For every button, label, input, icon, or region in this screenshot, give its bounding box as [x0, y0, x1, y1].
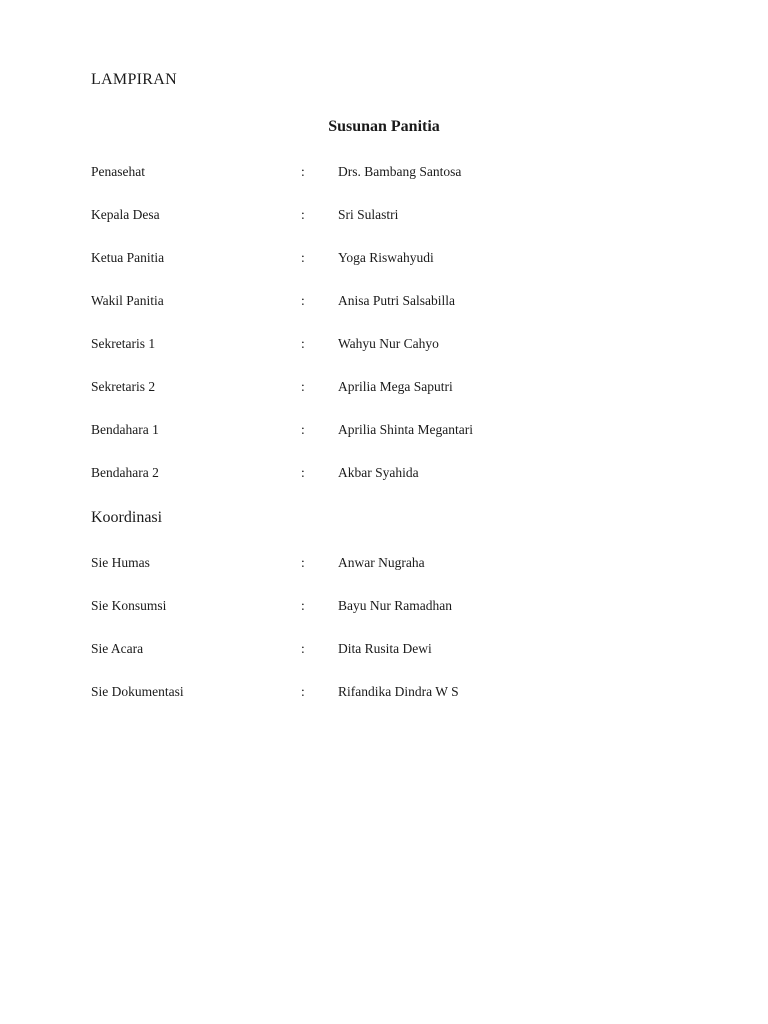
role-label: Sekretaris 2 — [91, 379, 156, 394]
committee-row — [0, 379, 768, 399]
member-name: Akbar Syahida — [338, 465, 419, 480]
committee-row — [0, 336, 768, 356]
page-title: Susunan Panitia — [328, 118, 440, 135]
role-label: Sie Humas — [91, 555, 150, 570]
coordination-row — [0, 555, 768, 575]
committee-row — [0, 250, 768, 270]
role-label: Kepala Desa — [91, 207, 160, 222]
role-label: Wakil Panitia — [91, 293, 164, 308]
separator: : — [301, 293, 305, 308]
role-label: Sie Konsumsi — [91, 598, 167, 613]
committee-row — [0, 422, 768, 442]
role-label: Sie Dokumentasi — [91, 684, 184, 699]
member-name: Aprilia Shinta Megantari — [338, 422, 473, 437]
lampiran-heading: LAMPIRAN — [91, 71, 177, 88]
separator: : — [301, 641, 305, 656]
committee-row — [0, 164, 768, 184]
member-name: Drs. Bambang Santosa — [338, 164, 462, 179]
coordination-heading: Koordinasi — [91, 509, 163, 526]
role-label: Penasehat — [91, 164, 145, 179]
coordination-row — [0, 641, 768, 661]
role-label: Sie Acara — [91, 641, 144, 656]
separator: : — [301, 555, 305, 570]
committee-row — [0, 293, 768, 313]
separator: : — [301, 465, 305, 480]
separator: : — [301, 207, 305, 222]
separator: : — [301, 250, 305, 265]
committee-row — [0, 207, 768, 227]
member-name: Sri Sulastri — [338, 207, 399, 222]
role-label: Bendahara 1 — [91, 422, 159, 437]
member-name: Anisa Putri Salsabilla — [338, 293, 455, 308]
separator: : — [301, 684, 305, 699]
separator: : — [301, 422, 305, 437]
member-name: Aprilia Mega Saputri — [338, 379, 453, 394]
separator: : — [301, 164, 305, 179]
separator: : — [301, 336, 305, 351]
role-label: Ketua Panitia — [91, 250, 165, 265]
separator: : — [301, 379, 305, 394]
coordination-row — [0, 598, 768, 618]
member-name: Wahyu Nur Cahyo — [338, 336, 439, 351]
member-name: Rifandika Dindra W S — [338, 684, 459, 699]
member-name: Yoga Riswahyudi — [338, 250, 434, 265]
role-label: Bendahara 2 — [91, 465, 159, 480]
coordination-row — [0, 684, 768, 704]
member-name: Anwar Nugraha — [338, 555, 425, 570]
member-name: Bayu Nur Ramadhan — [338, 598, 452, 613]
committee-row — [0, 465, 768, 485]
role-label: Sekretaris 1 — [91, 336, 156, 351]
separator: : — [301, 598, 305, 613]
member-name: Dita Rusita Dewi — [338, 641, 432, 656]
